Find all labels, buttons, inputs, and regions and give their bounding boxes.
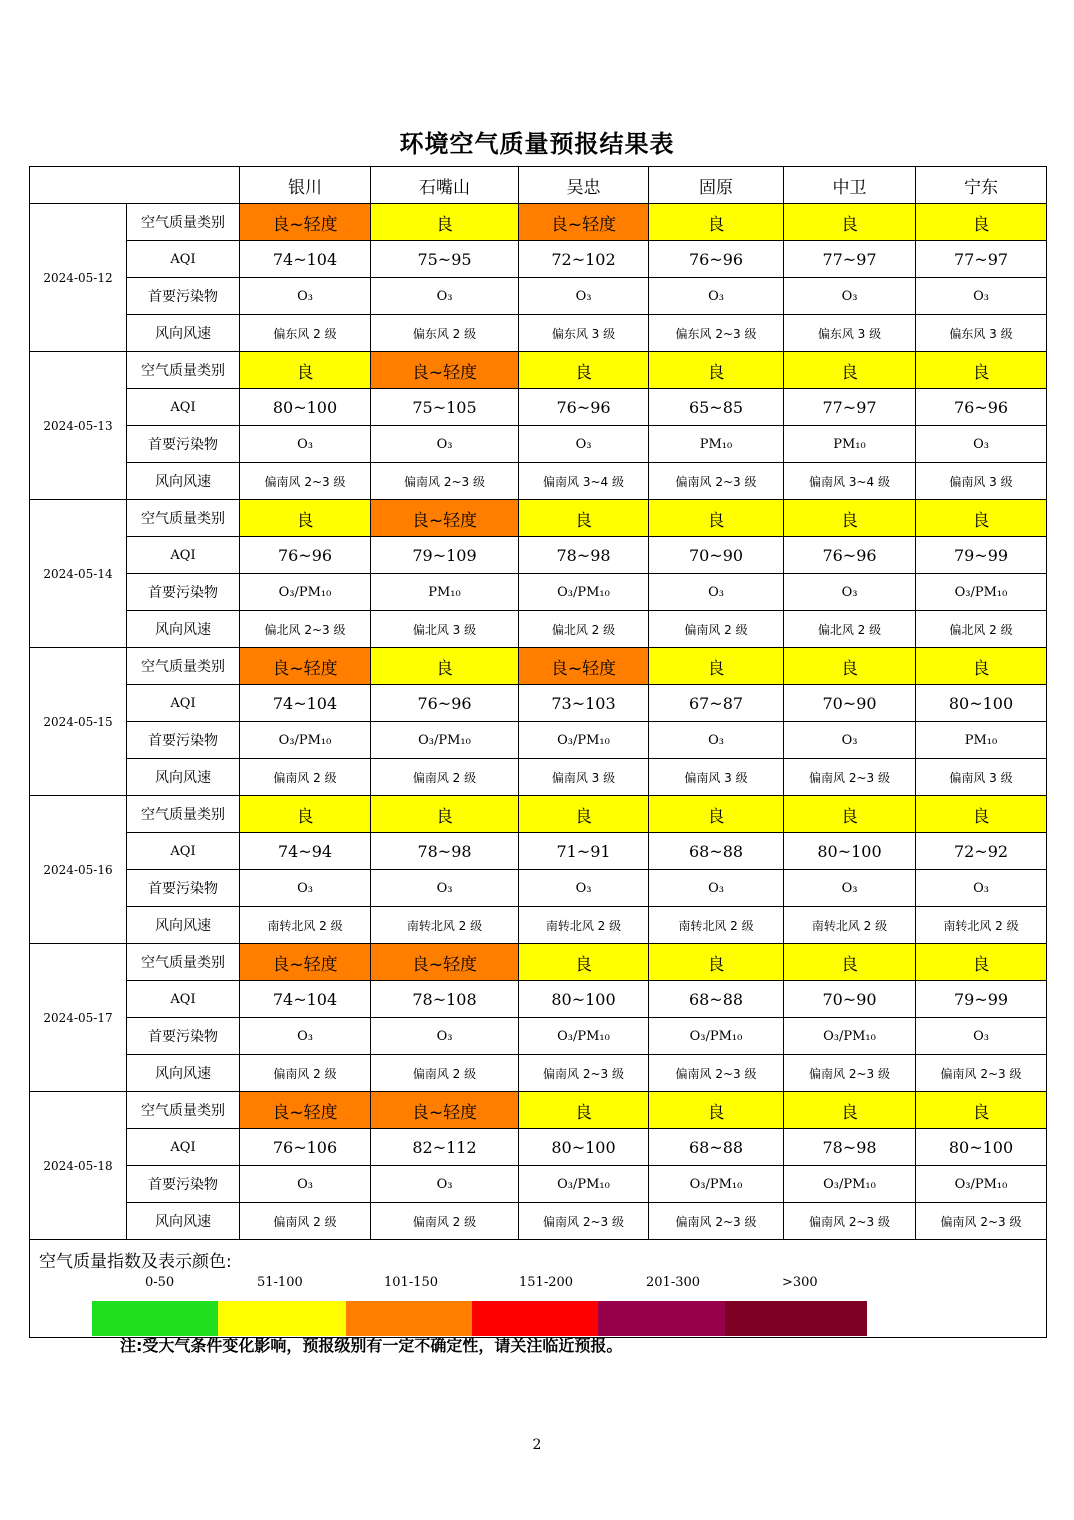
wind-cell: 偏南风 2 级 bbox=[371, 1203, 519, 1240]
aqi-cell: 68~88 bbox=[649, 981, 784, 1018]
pollutant-cell: PM₁₀ bbox=[371, 574, 519, 611]
pollutant-cell: O₃/PM₁₀ bbox=[240, 574, 371, 611]
pollutant-cell: O₃ bbox=[916, 278, 1047, 315]
pollutant-cell: O₃ bbox=[916, 426, 1047, 463]
category-cell: 良 bbox=[784, 944, 916, 981]
page-title: 环境空气质量预报结果表 bbox=[399, 130, 675, 158]
day-category-row bbox=[30, 648, 1047, 685]
category-cell: 良 bbox=[916, 500, 1047, 537]
forecast-note: 注:受大气条件变化影响，预报级别有一定不确定性，请关注临近预报。 bbox=[120, 1336, 623, 1355]
city-header: 吴忠 bbox=[519, 167, 649, 204]
row-label-pollutant: 首要污染物 bbox=[127, 574, 240, 611]
aqi-cell: 76~96 bbox=[649, 241, 784, 278]
wind-cell: 偏南风 2~3 级 bbox=[784, 1055, 916, 1092]
category-cell: 良 bbox=[240, 500, 371, 537]
pollutant-cell: O₃/PM₁₀ bbox=[916, 1166, 1047, 1203]
aqi-cell: 80~100 bbox=[916, 685, 1047, 722]
aqi-cell: 77~97 bbox=[916, 241, 1047, 278]
category-cell: 良~轻度 bbox=[371, 500, 519, 537]
aqi-cell: 80~100 bbox=[519, 981, 649, 1018]
wind-cell: 偏北风 2 级 bbox=[916, 611, 1047, 648]
day-category-row bbox=[30, 500, 1047, 537]
category-cell: 良~轻度 bbox=[371, 352, 519, 389]
category-cell: 良 bbox=[519, 500, 649, 537]
category-cell: 良 bbox=[371, 648, 519, 685]
aqi-cell: 70~90 bbox=[784, 685, 916, 722]
row-label-wind: 风向风速 bbox=[127, 611, 240, 648]
category-cell: 良 bbox=[784, 204, 916, 241]
row-label-pollutant: 首要污染物 bbox=[127, 870, 240, 907]
day-aqi-row bbox=[30, 685, 1047, 722]
pollutant-cell: O₃/PM₁₀ bbox=[519, 1166, 649, 1203]
wind-cell: 偏北风 2 级 bbox=[519, 611, 649, 648]
pollutant-cell: O₃/PM₁₀ bbox=[371, 722, 519, 759]
legend-range-label: 0-50 bbox=[145, 1275, 175, 1290]
row-label-category: 空气质量类别 bbox=[127, 352, 240, 389]
day-pollutant-row bbox=[30, 1166, 1047, 1203]
pollutant-cell: O₃ bbox=[784, 870, 916, 907]
wind-cell: 南转北风 2 级 bbox=[649, 907, 784, 944]
legend-range-label: 151-200 bbox=[519, 1275, 574, 1290]
pollutant-cell: O₃ bbox=[784, 722, 916, 759]
day-wind-row bbox=[30, 611, 1047, 648]
pollutant-cell: O₃/PM₁₀ bbox=[784, 1018, 916, 1055]
pollutant-cell: O₃ bbox=[916, 870, 1047, 907]
wind-cell: 偏东风 2 级 bbox=[240, 315, 371, 352]
aqi-cell: 77~97 bbox=[784, 241, 916, 278]
category-cell: 良~轻度 bbox=[519, 204, 649, 241]
legend-row bbox=[30, 1240, 1047, 1338]
header-corner bbox=[30, 167, 240, 204]
category-cell: 良~轻度 bbox=[371, 944, 519, 981]
aqi-cell: 79~109 bbox=[371, 537, 519, 574]
legend-title: 空气质量指数及表示颜色: bbox=[39, 1252, 232, 1272]
day-wind-row bbox=[30, 463, 1047, 500]
page-number: 2 bbox=[532, 1437, 542, 1453]
aqi-cell: 72~92 bbox=[916, 833, 1047, 870]
category-cell: 良 bbox=[784, 796, 916, 833]
row-label-wind: 风向风速 bbox=[127, 1055, 240, 1092]
legend-color-swatch bbox=[92, 1301, 218, 1336]
pollutant-cell: O₃ bbox=[240, 1166, 371, 1203]
day-aqi-row bbox=[30, 537, 1047, 574]
day-wind-row bbox=[30, 1203, 1047, 1240]
forecast-date: 2024-05-12 bbox=[30, 204, 127, 352]
row-label-category: 空气质量类别 bbox=[127, 500, 240, 537]
category-cell: 良~轻度 bbox=[240, 1092, 371, 1129]
pollutant-cell: O₃ bbox=[784, 278, 916, 315]
legend-range-label: 51-100 bbox=[257, 1275, 303, 1290]
category-cell: 良 bbox=[519, 796, 649, 833]
city-header: 石嘴山 bbox=[371, 167, 519, 204]
day-aqi-row bbox=[30, 389, 1047, 426]
day-wind-row bbox=[30, 1055, 1047, 1092]
aqi-cell: 73~103 bbox=[519, 685, 649, 722]
aqi-cell: 82~112 bbox=[371, 1129, 519, 1166]
day-aqi-row bbox=[30, 1129, 1047, 1166]
row-label-aqi: AQI bbox=[127, 685, 240, 722]
wind-cell: 偏南风 2~3 级 bbox=[916, 1055, 1047, 1092]
wind-cell: 偏东风 3 级 bbox=[519, 315, 649, 352]
wind-cell: 偏东风 2 级 bbox=[371, 315, 519, 352]
day-wind-row bbox=[30, 759, 1047, 796]
pollutant-cell: O₃ bbox=[649, 278, 784, 315]
aqi-cell: 78~98 bbox=[371, 833, 519, 870]
category-cell: 良 bbox=[916, 1092, 1047, 1129]
pollutant-cell: O₃/PM₁₀ bbox=[519, 722, 649, 759]
row-label-category: 空气质量类别 bbox=[127, 1092, 240, 1129]
pollutant-cell: O₃/PM₁₀ bbox=[784, 1166, 916, 1203]
day-aqi-row bbox=[30, 981, 1047, 1018]
forecast-date: 2024-05-18 bbox=[30, 1092, 127, 1240]
pollutant-cell: O₃ bbox=[240, 278, 371, 315]
city-header: 中卫 bbox=[784, 167, 916, 204]
aqi-cell: 74~94 bbox=[240, 833, 371, 870]
row-label-category: 空气质量类别 bbox=[127, 796, 240, 833]
aqi-cell: 72~102 bbox=[519, 241, 649, 278]
pollutant-cell: O₃ bbox=[649, 574, 784, 611]
pollutant-cell: O₃ bbox=[784, 574, 916, 611]
wind-cell: 偏北风 2~3 级 bbox=[240, 611, 371, 648]
pollutant-cell: O₃ bbox=[649, 870, 784, 907]
wind-cell: 偏南风 2~3 级 bbox=[371, 463, 519, 500]
legend-color-swatch bbox=[472, 1301, 598, 1336]
legend-range-label: 201-300 bbox=[646, 1275, 701, 1290]
aqi-cell: 71~91 bbox=[519, 833, 649, 870]
wind-cell: 偏南风 2 级 bbox=[240, 1203, 371, 1240]
day-category-row bbox=[30, 204, 1047, 241]
aqi-cell: 78~98 bbox=[784, 1129, 916, 1166]
row-label-aqi: AQI bbox=[127, 241, 240, 278]
day-pollutant-row bbox=[30, 722, 1047, 759]
row-label-category: 空气质量类别 bbox=[127, 648, 240, 685]
forecast-date: 2024-05-14 bbox=[30, 500, 127, 648]
aqi-cell: 76~96 bbox=[519, 389, 649, 426]
category-cell: 良 bbox=[784, 500, 916, 537]
aqi-cell: 76~96 bbox=[371, 685, 519, 722]
wind-cell: 偏南风 2~3 级 bbox=[519, 1055, 649, 1092]
wind-cell: 偏南风 2~3 级 bbox=[649, 1203, 784, 1240]
aqi-cell: 78~108 bbox=[371, 981, 519, 1018]
category-cell: 良 bbox=[649, 352, 784, 389]
day-category-row bbox=[30, 944, 1047, 981]
aqi-cell: 76~96 bbox=[240, 537, 371, 574]
aqi-cell: 74~104 bbox=[240, 685, 371, 722]
row-label-aqi: AQI bbox=[127, 537, 240, 574]
row-label-aqi: AQI bbox=[127, 833, 240, 870]
aqi-cell: 76~106 bbox=[240, 1129, 371, 1166]
category-cell: 良 bbox=[784, 648, 916, 685]
aqi-cell: 79~99 bbox=[916, 981, 1047, 1018]
wind-cell: 偏南风 3 级 bbox=[519, 759, 649, 796]
pollutant-cell: O₃ bbox=[519, 278, 649, 315]
aqi-cell: 74~104 bbox=[240, 981, 371, 1018]
day-pollutant-row bbox=[30, 870, 1047, 907]
legend-cell bbox=[30, 1240, 1047, 1338]
pollutant-cell: O₃/PM₁₀ bbox=[519, 1018, 649, 1055]
category-cell: 良~轻度 bbox=[240, 648, 371, 685]
wind-cell: 偏南风 3 级 bbox=[916, 463, 1047, 500]
wind-cell: 偏东风 3 级 bbox=[784, 315, 916, 352]
wind-cell: 偏南风 3~4 级 bbox=[519, 463, 649, 500]
wind-cell: 偏南风 3~4 级 bbox=[784, 463, 916, 500]
row-label-aqi: AQI bbox=[127, 389, 240, 426]
pollutant-cell: O₃ bbox=[240, 426, 371, 463]
aqi-cell: 75~95 bbox=[371, 241, 519, 278]
aqi-cell: 67~87 bbox=[649, 685, 784, 722]
row-label-wind: 风向风速 bbox=[127, 907, 240, 944]
wind-cell: 偏南风 2~3 级 bbox=[240, 463, 371, 500]
category-cell: 良 bbox=[519, 944, 649, 981]
pollutant-cell: O₃/PM₁₀ bbox=[519, 574, 649, 611]
day-pollutant-row bbox=[30, 426, 1047, 463]
day-pollutant-row bbox=[30, 574, 1047, 611]
category-cell: 良 bbox=[649, 796, 784, 833]
day-pollutant-row bbox=[30, 1018, 1047, 1055]
wind-cell: 偏南风 3 级 bbox=[916, 759, 1047, 796]
category-cell: 良 bbox=[649, 204, 784, 241]
aqi-cell: 76~96 bbox=[916, 389, 1047, 426]
aqi-cell: 68~88 bbox=[649, 833, 784, 870]
wind-cell: 南转北风 2 级 bbox=[371, 907, 519, 944]
pollutant-cell: O₃/PM₁₀ bbox=[649, 1018, 784, 1055]
category-cell: 良~轻度 bbox=[240, 204, 371, 241]
city-header: 宁东 bbox=[916, 167, 1047, 204]
wind-cell: 偏南风 2~3 级 bbox=[784, 759, 916, 796]
aqi-cell: 68~88 bbox=[649, 1129, 784, 1166]
row-label-category: 空气质量类别 bbox=[127, 204, 240, 241]
category-cell: 良 bbox=[649, 648, 784, 685]
day-category-row bbox=[30, 796, 1047, 833]
forecast-date: 2024-05-16 bbox=[30, 796, 127, 944]
aqi-cell: 79~99 bbox=[916, 537, 1047, 574]
category-cell: 良 bbox=[519, 1092, 649, 1129]
aqi-cell: 80~100 bbox=[784, 833, 916, 870]
category-cell: 良 bbox=[649, 500, 784, 537]
day-pollutant-row bbox=[30, 278, 1047, 315]
header-row bbox=[30, 167, 1047, 204]
row-label-aqi: AQI bbox=[127, 1129, 240, 1166]
pollutant-cell: O₃/PM₁₀ bbox=[240, 722, 371, 759]
pollutant-cell: O₃ bbox=[519, 870, 649, 907]
category-cell: 良 bbox=[916, 944, 1047, 981]
city-header: 固原 bbox=[649, 167, 784, 204]
wind-cell: 偏北风 2 级 bbox=[784, 611, 916, 648]
aqi-cell: 80~100 bbox=[240, 389, 371, 426]
wind-cell: 偏东风 3 级 bbox=[916, 315, 1047, 352]
pollutant-cell: O₃/PM₁₀ bbox=[916, 574, 1047, 611]
category-cell: 良 bbox=[240, 352, 371, 389]
legend-range-label: 101-150 bbox=[384, 1275, 439, 1290]
pollutant-cell: O₃ bbox=[240, 1018, 371, 1055]
category-cell: 良 bbox=[784, 1092, 916, 1129]
row-label-pollutant: 首要污染物 bbox=[127, 722, 240, 759]
aqi-cell: 80~100 bbox=[916, 1129, 1047, 1166]
category-cell: 良 bbox=[784, 352, 916, 389]
pollutant-cell: O₃ bbox=[371, 1166, 519, 1203]
wind-cell: 南转北风 2 级 bbox=[784, 907, 916, 944]
aqi-cell: 78~98 bbox=[519, 537, 649, 574]
category-cell: 良 bbox=[371, 204, 519, 241]
wind-cell: 偏北风 3 级 bbox=[371, 611, 519, 648]
category-cell: 良 bbox=[371, 796, 519, 833]
category-cell: 良 bbox=[916, 796, 1047, 833]
pollutant-cell: O₃ bbox=[240, 870, 371, 907]
pollutant-cell: O₃ bbox=[519, 426, 649, 463]
forecast-table bbox=[29, 166, 1047, 1338]
wind-cell: 偏南风 2 级 bbox=[371, 759, 519, 796]
wind-cell: 偏南风 2 级 bbox=[649, 611, 784, 648]
aqi-cell: 76~96 bbox=[784, 537, 916, 574]
category-cell: 良 bbox=[240, 796, 371, 833]
day-wind-row bbox=[30, 907, 1047, 944]
day-wind-row bbox=[30, 315, 1047, 352]
pollutant-cell: O₃/PM₁₀ bbox=[649, 1166, 784, 1203]
category-cell: 良 bbox=[916, 352, 1047, 389]
aqi-cell: 65~85 bbox=[649, 389, 784, 426]
day-aqi-row bbox=[30, 241, 1047, 278]
wind-cell: 南转北风 2 级 bbox=[519, 907, 649, 944]
category-cell: 良 bbox=[649, 1092, 784, 1129]
wind-cell: 偏南风 3 级 bbox=[649, 759, 784, 796]
pollutant-cell: PM₁₀ bbox=[784, 426, 916, 463]
aqi-cell: 80~100 bbox=[519, 1129, 649, 1166]
row-label-wind: 风向风速 bbox=[127, 463, 240, 500]
pollutant-cell: O₃ bbox=[916, 1018, 1047, 1055]
category-cell: 良~轻度 bbox=[371, 1092, 519, 1129]
aqi-cell: 70~90 bbox=[784, 981, 916, 1018]
wind-cell: 偏南风 2 级 bbox=[240, 1055, 371, 1092]
wind-cell: 偏南风 2~3 级 bbox=[519, 1203, 649, 1240]
wind-cell: 南转北风 2 级 bbox=[240, 907, 371, 944]
row-label-aqi: AQI bbox=[127, 981, 240, 1018]
legend-color-swatch bbox=[598, 1301, 725, 1336]
legend-color-swatch bbox=[346, 1301, 472, 1336]
forecast-date: 2024-05-17 bbox=[30, 944, 127, 1092]
aqi-cell: 74~104 bbox=[240, 241, 371, 278]
row-label-pollutant: 首要污染物 bbox=[127, 1166, 240, 1203]
pollutant-cell: O₃ bbox=[371, 426, 519, 463]
city-header: 银川 bbox=[240, 167, 371, 204]
wind-cell: 偏南风 2 级 bbox=[240, 759, 371, 796]
row-label-category: 空气质量类别 bbox=[127, 944, 240, 981]
legend-color-swatch bbox=[218, 1301, 346, 1336]
row-label-pollutant: 首要污染物 bbox=[127, 1018, 240, 1055]
wind-cell: 偏南风 2~3 级 bbox=[649, 463, 784, 500]
category-cell: 良 bbox=[519, 352, 649, 389]
wind-cell: 偏南风 2 级 bbox=[371, 1055, 519, 1092]
pollutant-cell: O₃ bbox=[649, 722, 784, 759]
row-label-pollutant: 首要污染物 bbox=[127, 278, 240, 315]
row-label-wind: 风向风速 bbox=[127, 1203, 240, 1240]
category-cell: 良 bbox=[649, 944, 784, 981]
category-cell: 良~轻度 bbox=[519, 648, 649, 685]
wind-cell: 偏东风 2~3 级 bbox=[649, 315, 784, 352]
pollutant-cell: PM₁₀ bbox=[649, 426, 784, 463]
day-category-row bbox=[30, 1092, 1047, 1129]
pollutant-cell: PM₁₀ bbox=[916, 722, 1047, 759]
pollutant-cell: O₃ bbox=[371, 1018, 519, 1055]
wind-cell: 偏南风 2~3 级 bbox=[784, 1203, 916, 1240]
aqi-cell: 75~105 bbox=[371, 389, 519, 426]
category-cell: 良 bbox=[916, 648, 1047, 685]
aqi-cell: 77~97 bbox=[784, 389, 916, 426]
category-cell: 良 bbox=[916, 204, 1047, 241]
category-cell: 良~轻度 bbox=[240, 944, 371, 981]
legend-color-swatch bbox=[725, 1301, 867, 1336]
pollutant-cell: O₃ bbox=[371, 870, 519, 907]
row-label-wind: 风向风速 bbox=[127, 759, 240, 796]
legend-range-label: >300 bbox=[782, 1275, 818, 1290]
wind-cell: 偏南风 2~3 级 bbox=[916, 1203, 1047, 1240]
forecast-date: 2024-05-13 bbox=[30, 352, 127, 500]
pollutant-cell: O₃ bbox=[371, 278, 519, 315]
forecast-date: 2024-05-15 bbox=[30, 648, 127, 796]
wind-cell: 偏南风 2~3 级 bbox=[649, 1055, 784, 1092]
day-category-row bbox=[30, 352, 1047, 389]
day-aqi-row bbox=[30, 833, 1047, 870]
aqi-cell: 70~90 bbox=[649, 537, 784, 574]
row-label-pollutant: 首要污染物 bbox=[127, 426, 240, 463]
wind-cell: 南转北风 2 级 bbox=[916, 907, 1047, 944]
row-label-wind: 风向风速 bbox=[127, 315, 240, 352]
